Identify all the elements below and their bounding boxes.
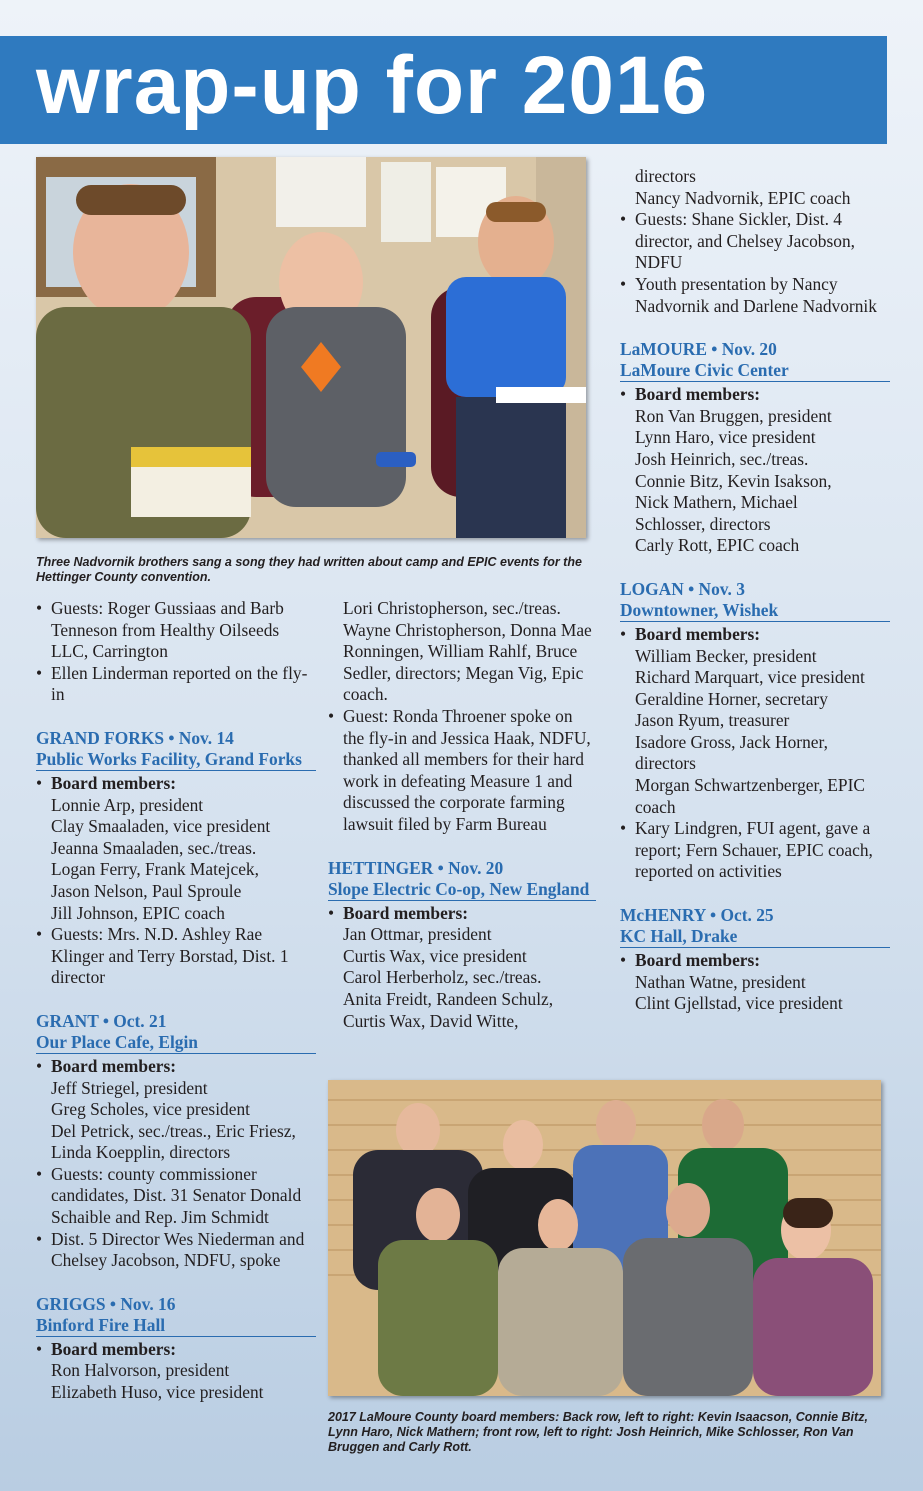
section-header-lamoure: LaMOURE • Nov. 20 LaMoure Civic Center — [620, 339, 890, 382]
list-item: Clint Gjellstad, vice president — [635, 993, 843, 1014]
list-item: Lori Christopherson, sec./treas. — [343, 598, 561, 618]
list-item: Connie Bitz, Kevin Isakson, — [635, 470, 832, 491]
list-item: Clay Smaaladen, vice president — [51, 816, 271, 837]
list-item: Geraldine Horner, secretary — [635, 688, 828, 709]
list-item: Lynn Haro, vice president — [635, 427, 816, 448]
list-item: Del Petrick, sec./treas., Eric Friesz, Linda Koepplin, directors — [51, 1120, 296, 1163]
list-item: Jeff Striegel, president — [51, 1077, 208, 1098]
section-header-griggs: GRIGGS • Nov. 16 Binford Fire Hall — [36, 1294, 316, 1337]
section-header-logan: LOGAN • Nov. 3 Downtowner, Wishek — [620, 579, 890, 622]
list-item: • Kary Lindgren, FUI agent, gave a report; Fern Schauer, EPIC coach, reported on activities — [620, 818, 873, 882]
list-item: Lonnie Arp, president — [51, 794, 204, 815]
list-item: Elizabeth Huso, vice president — [51, 1382, 264, 1403]
list-item: • Guests: Mrs. N.D. Ashley Rae Klinger and Terry Borstad, Dist. 1 director — [36, 924, 289, 988]
column-1: • Guests: Roger Gussiaas and Barb Tenneson from Healthy Oilseeds LLC, Carrington • Ellen Linderman reported on the fly-in GRAND FORKS • Nov. 14 Public Works Facility, Grand Forks • Board members: Lonnie Arp, president Clay Smaaladen, vice president Jeanna Smaaladen, sec./treas. Logan Ferry, Frank Matejcek, Jason Nelson, Paul Sproule Jill Johnson, EPIC coach • Guests: Mrs. N.D. Ashley Rae Klinger and Terry Borstad, Dist. 1 director GRANT • Oct. 21 Our Place Cafe, Elgin • Board members: Jeff Striegel, president Greg Scholes, vice president Del Petrick, sec./treas., Eric Friesz, Linda Koepplin, directors • Guests: county commissioner candidates, Dist. 31 Senator Donald Schaible and Rep. Jim Schmidt • Dist. 5 Director Wes Niederman and Chelsey Jacobson, NDFU, spoke GRIGGS • Nov. 16 Binford Fire Hall • Board members: Ron Halvorson, president Elizabeth Huso, vice president — [36, 598, 316, 1404]
list-item: Curtis Wax, vice president — [343, 945, 527, 966]
list-item: • Guests: Shane Sickler, Dist. 4 director, and Chelsey Jacobson, NDFU — [620, 209, 856, 273]
top-photo-caption: Three Nadvornik brothers sang a song they had written about camp and EPIC events for the Hettinger County convention. — [36, 555, 582, 584]
list-item: Jill Johnson, EPIC coach — [51, 902, 225, 923]
list-item: Carly Rott, EPIC coach — [635, 535, 800, 556]
list-item: Jason Nelson, Paul Sproule — [51, 880, 242, 901]
list-item: Jason Ryum, treasurer — [635, 710, 790, 731]
list-item: Curtis Wax, David Witte, — [343, 1010, 519, 1031]
list-item: Isadore Gross, Jack Horner, directors — [635, 731, 828, 774]
list-item: directors — [635, 166, 696, 186]
photo-board-group — [328, 1080, 881, 1396]
list-item: Greg Scholes, vice president — [51, 1099, 250, 1120]
column-3: directors Nancy Nadvornik, EPIC coach • Guests: Shane Sickler, Dist. 4 director, and Chelsey Jacobson, NDFU • Youth presentation by Nancy Nadvornik and Darlene Nadvornik LaMOURE • Nov. 20 LaMoure Civic Center • Board members: Ron Van Bruggen, president Lynn Haro, vice president Josh Heinrich, sec./treas. Connie Bitz, Kevin Isakson, Nick Mathern, Michael Schlosser, directors Carly Rott, EPIC coach LOGAN • Nov. 3 Downtowner, Wishek • Board members: William Becker, president Richard Marquart, vice president Geraldine Horner, secretary Jason Ryum, treasurer Isadore Gross, Jack Horner, directors Morgan Schwartzenberger, EPIC coach • Kary Lindgren, FUI agent, gave a report; Fern Schauer, EPIC coach, reported on activities McHENRY • Oct. 25 KC Hall, Drake • Board members: Nathan Watne, president Clint Gjellstad, vice president — [620, 166, 890, 1015]
list-item: Wayne Christopherson, Donna Mae Ronningen, William Rahlf, Bruce Sedler, directors; Megan Vig, Epic coach. — [343, 619, 592, 705]
list-item: Schlosser, directors — [635, 513, 771, 534]
column-2: Lori Christopherson, sec./treas. Wayne Christopherson, Donna Mae Ronningen, William Rahlf, Bruce Sedler, directors; Megan Vig, Epic coach. • Guest: Ronda Throener spoke on the fly-in and Jessica Haak, NDFU, thanked all members for their hard work in defeating Measure 1 and discussed the corporate farming lawsuit filed by Farm Bureau HETTINGER • Nov. 20 Slope Electric Co-op, New England • Board members: Jan Ottmar, president Curtis Wax, vice president Carol Herberholz, sec./treas. Anita Freidt, Randeen Schulz, Curtis Wax, David Witte, — [328, 598, 596, 1032]
section-header-mchenry: McHENRY • Oct. 25 KC Hall, Drake — [620, 905, 890, 948]
list-item: William Becker, president — [635, 645, 817, 666]
section-header-hettinger: HETTINGER • Nov. 20 Slope Electric Co-op, New England — [328, 858, 596, 901]
list-item: Morgan Schwartzenberger, EPIC coach — [635, 775, 865, 817]
list-item: • Ellen Linderman reported on the fly-in — [36, 662, 308, 705]
list-item: Nick Mathern, Michael — [635, 492, 798, 513]
list-item: Nathan Watne, president — [635, 971, 806, 992]
page-title: wrap-up for 2016 — [36, 40, 709, 131]
list-item: • Youth presentation by Nancy Nadvornik and Darlene Nadvornik — [620, 273, 877, 316]
section-header-grand-forks: GRAND FORKS • Nov. 14 Public Works Facility, Grand Forks — [36, 728, 316, 771]
list-item: Jeanna Smaaladen, sec./treas. — [51, 837, 257, 858]
list-item: Richard Marquart, vice president — [635, 667, 865, 688]
list-item: • Guest: Ronda Throener spoke on the fly-in and Jessica Haak, NDFU, thanked all members for their hard work in defeating Measure 1 and discussed the corporate farming lawsuit filed by Farm Bureau — [328, 705, 591, 834]
section-header-grant: GRANT • Oct. 21 Our Place Cafe, Elgin — [36, 1011, 316, 1054]
title-banner — [0, 36, 887, 144]
bottom-photo-caption: 2017 LaMoure County board members: Back row, left to right: Kevin Isaacson, Connie Bitz, Lynn Haro, Nick Mathern; front row, left to right: Josh Heinrich, Mike Schlosser, Ron Van Bruggen and Carly Rott. — [328, 1410, 868, 1454]
list-item: Anita Freidt, Randeen Schulz, — [343, 988, 554, 1009]
list-item: Ron Van Bruggen, president — [635, 405, 832, 426]
list-item: • Guests: county commissioner candidates, Dist. 31 Senator Donald Schaible and Rep. Jim Schmidt — [36, 1163, 302, 1228]
list-item: • Guests: Roger Gussiaas and Barb Tenneson from Healthy Oilseeds LLC, Carrington — [36, 598, 284, 662]
list-item: Jan Ottmar, president — [343, 924, 492, 945]
list-item: • Dist. 5 Director Wes Niederman and Chelsey Jacobson, NDFU, spoke — [36, 1228, 305, 1271]
photo-three-boys — [36, 157, 586, 538]
list-item: Carol Herberholz, sec./treas. — [343, 967, 542, 988]
list-item: Logan Ferry, Frank Matejcek, — [51, 859, 259, 880]
list-item: Nancy Nadvornik, EPIC coach — [635, 187, 851, 208]
list-item: Ron Halvorson, president — [51, 1360, 230, 1381]
list-item: Josh Heinrich, sec./treas. — [635, 448, 809, 469]
